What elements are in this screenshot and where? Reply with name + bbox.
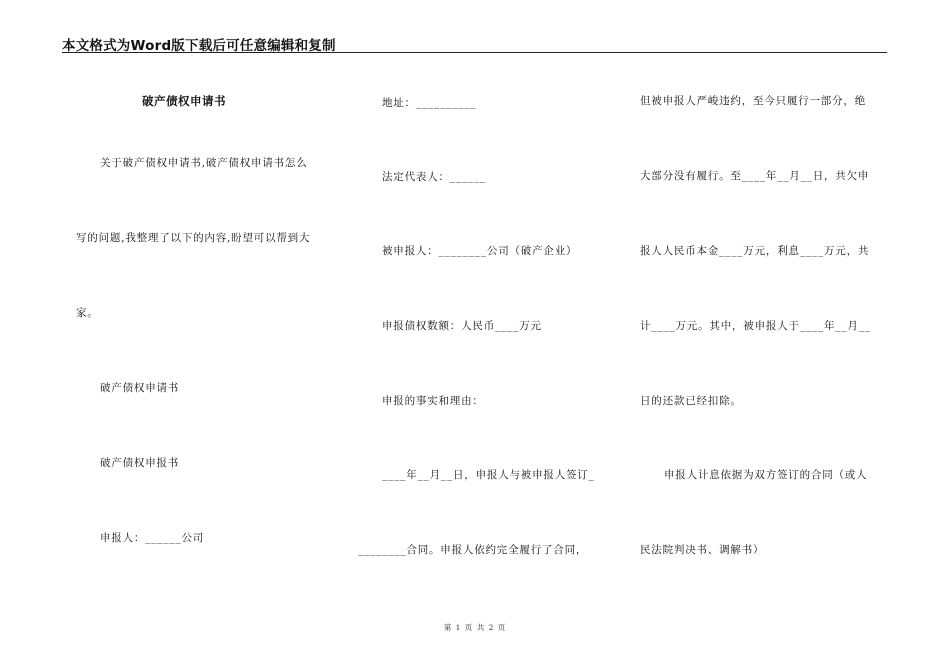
body-line-5: 日的还款已经扣除。 (640, 395, 742, 407)
section-heading-application: 破产债权申请书 (100, 382, 180, 394)
respondent-field: 被申报人：________公司（破产企业） (382, 245, 578, 257)
section-heading-declaration: 破产债权申报书 (100, 457, 180, 469)
body-line-7: 民法院判决书、调解书） (640, 544, 765, 556)
legal-representative-field: 法定代表人：______ (382, 171, 487, 183)
body-line-1: 但被申报人严峻违约，至今只履行一部分，绝 (640, 95, 866, 107)
applicant-field: 申报人：______公司 (100, 532, 205, 544)
header-divider (62, 52, 887, 53)
body-line-4: 计____万元。其中，被申报人于____年__月__ (640, 320, 871, 332)
body-line-2: 大部分没有履行。至____年__月__日，共欠申 (640, 170, 870, 182)
facts-heading: 申报的事实和理由： (382, 395, 484, 407)
facts-line-2: ________合同。申报人依约完全履行了合同， (358, 544, 588, 556)
document-header-title: 本文格式为Word版下载后可任意编辑和复制 (62, 38, 336, 54)
body-line-6: 申报人计息依据为双方签订的合同（或人 (664, 469, 868, 481)
address-field: 地址：__________ (382, 97, 477, 109)
document-title: 破产债权申请书 (142, 94, 226, 108)
claim-amount-field: 申报债权数额：人民币____万元 (382, 320, 542, 332)
intro-line-3: 家。 (76, 307, 99, 319)
body-line-3: 报人人民币本金____万元，利息____万元，共 (640, 245, 870, 257)
intro-line-2: 写的问题,我整理了以下的内容,盼望可以帮到大 (76, 232, 311, 244)
page-number-footer: 第 1 页 共 2 页 (443, 623, 507, 632)
intro-line-1: 关于破产债权申请书,破产债权申请书怎么 (100, 157, 308, 169)
facts-line-1: ____年__月__日，申报人与被申报人签订_ (382, 469, 595, 481)
